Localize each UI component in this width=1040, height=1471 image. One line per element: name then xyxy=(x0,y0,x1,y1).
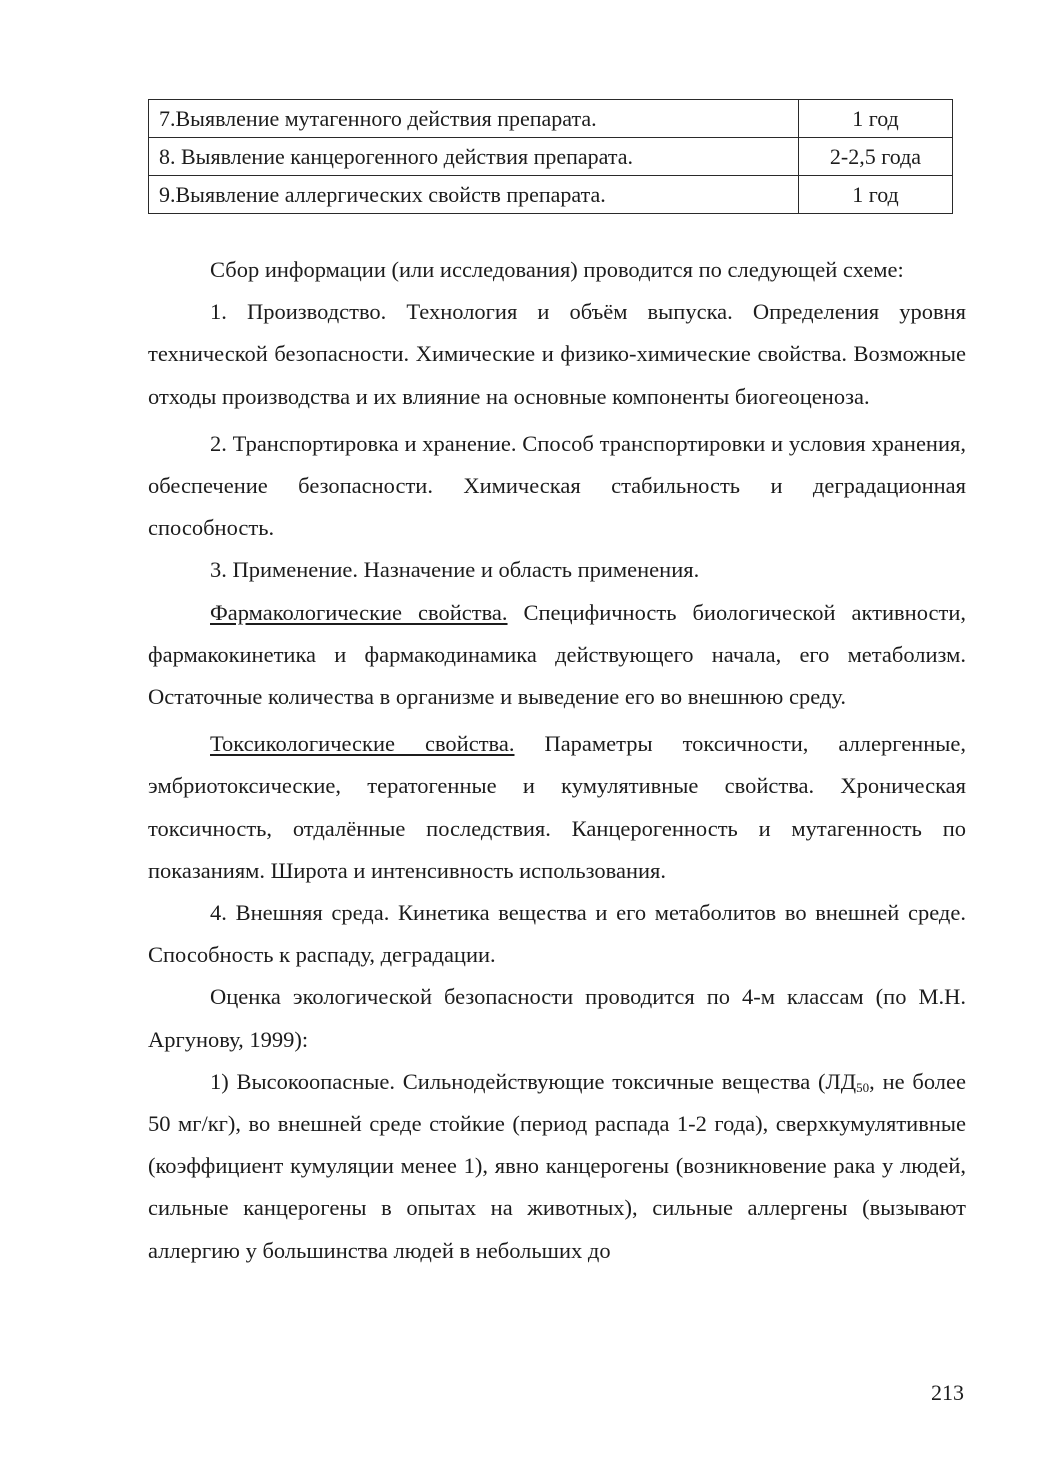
table-cell-term: 1 год xyxy=(799,100,953,138)
class-1-text-rest: , не более 50 мг/кг), во внешней среде стойкие (период распада 1-2 года), сверхкумулятивные (коэффициент кумуляции менее 1), явно канцерогены (возникновение рака у людей, сильные канцерогены в опытах на животных), сильные аллергены (вызывают аллергию у большинства людей в небольших до xyxy=(148,1068,966,1263)
pharmacological-heading: Фармакологические свойства. xyxy=(210,599,508,625)
table-row xyxy=(149,100,953,138)
toxicological-text: Параметры токсичности, аллергенные, эмбриотоксические, тератогенные и кумулятивные свойства. Хроническая токсичность, отдалённые последствия. Канцерогенность и мутагенность по показаниям. Широта и интенсивность использования. xyxy=(148,731,966,883)
table-cell-term: 1 год xyxy=(799,176,953,214)
table-cell-item: 7.Выявление мутагенного действия препарата. xyxy=(149,100,799,138)
page-number: 213 xyxy=(931,1380,964,1405)
ld-subscript: 50 xyxy=(856,1079,870,1095)
body-text xyxy=(148,249,966,1272)
table-row xyxy=(149,176,953,214)
paragraph-environment: 4. Внешняя среда. Кинетика вещества и его метаболитов во внешней среде. Способность к распаду, деградации. xyxy=(148,900,966,968)
paragraph-production: 1. Производство. Технология и объём выпуска. Определения уровня технической безопасности. Химические и физико-химические свойства. Возможные отходы производства и их влияние на основные компоненты биогеоценоза. xyxy=(148,299,966,409)
table-row xyxy=(149,138,953,176)
paragraph-intro: Сбор информации (или исследования) проводится по следующей схеме: xyxy=(210,257,904,282)
table-cell-item: 9.Выявление аллергических свойств препарата. xyxy=(149,176,799,214)
class-1-text-start: 1) Высокоопасные. Сильнодействующие токсичные вещества (ЛД xyxy=(210,1068,857,1094)
pharmacological-text: Специфичность биологической активности, фармакокинетика и фармакодинамика действующего начала, его метаболизм. Остаточные количества в организме и выведение его во внешнюю среду. xyxy=(148,599,967,710)
study-duration-table xyxy=(148,99,953,214)
paragraph-toxicological xyxy=(148,723,966,892)
paragraph-evaluation: Оценка экологической безопасности проводится по 4-м классам (по М.Н. Аргунову, 1999): xyxy=(148,984,966,1052)
table-cell-item: 8. Выявление канцерогенного действия препарата. xyxy=(149,138,799,176)
paragraph-application: 3. Применение. Назначение и область применения. xyxy=(210,557,700,583)
paragraph-transport: 2. Транспортировка и хранение. Способ транспортировки и условия хранения, обеспечение безопасности. Химическая стабильность и деградационная способность. xyxy=(148,430,966,541)
paragraph-pharmacological xyxy=(148,592,966,719)
paragraph-class-1 xyxy=(148,1061,966,1272)
toxicological-heading: Токсикологические свойства. xyxy=(210,731,515,757)
table-cell-term: 2-2,5 года xyxy=(799,138,953,176)
